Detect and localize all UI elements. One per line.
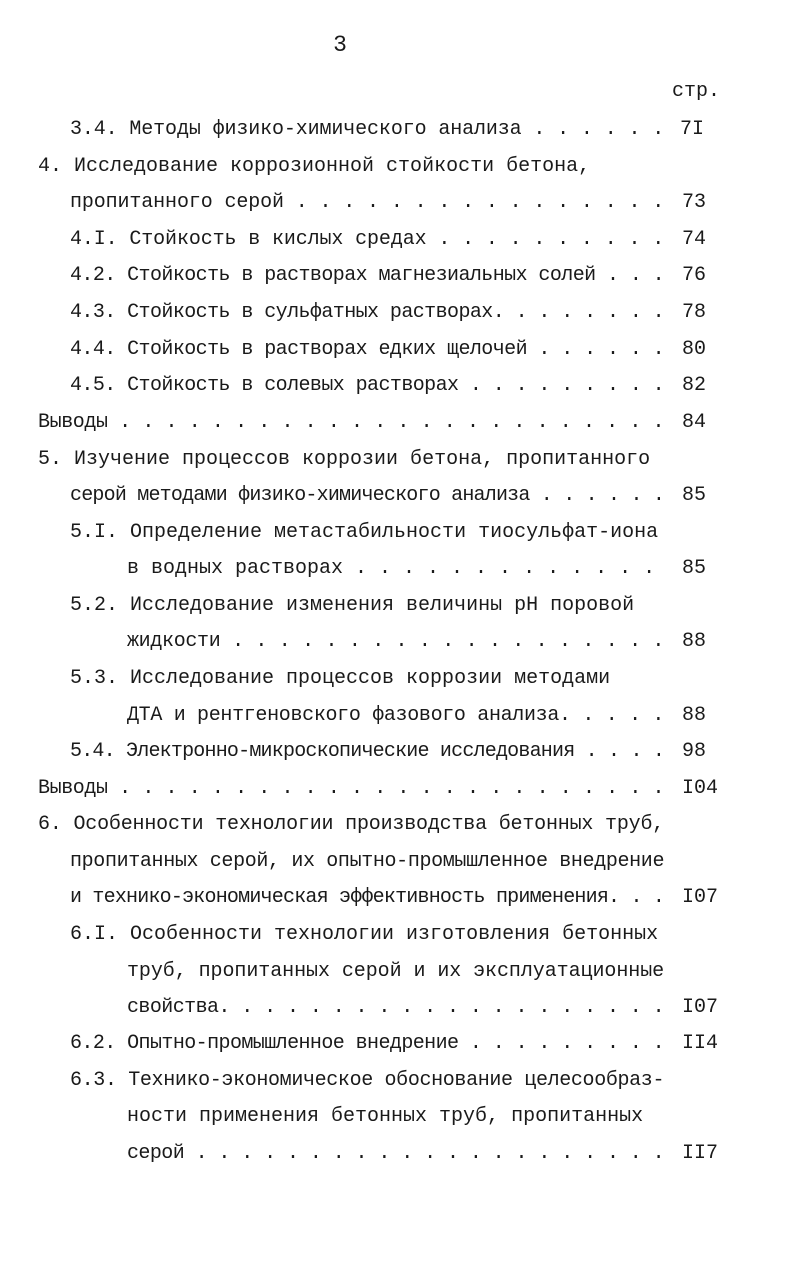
toc-line: 4. Исследование коррозионной стойкости бетона, <box>38 155 591 178</box>
toc-line: серой методами физико-химического анализа . . . . . . <box>70 484 665 507</box>
toc-line: 4.2. Стойкость в растворах магнезиальных солей . . . <box>70 264 665 287</box>
toc-line: 3.4. Методы физико-химического анализа . . . . . . <box>70 118 665 141</box>
toc-line: свойства. . . . . . . . . . . . . . . . . . . . <box>127 996 665 1019</box>
toc-page: 73 <box>682 191 707 214</box>
toc-line: 5.3. Исследование процессов коррозии методами <box>70 667 611 690</box>
toc-page: 88 <box>682 630 707 653</box>
toc-line: серой . . . . . . . . . . . . . . . . . . . . . <box>127 1142 665 1165</box>
toc-line: пропитанного серой . . . . . . . . . . . . . . . . <box>70 191 665 214</box>
toc-line: 6.I. Особенности технологии изготовления бетонных <box>70 923 659 946</box>
toc-page: 74 <box>682 228 707 251</box>
toc-line: 5.4. Электронно-микроскопические исследования . . . . <box>70 740 665 763</box>
toc-line: в водных растворах . . . . . . . . . . . . . <box>127 557 656 580</box>
toc-line: 4.3. Стойкость в сульфатных растворах. . . . . . . . <box>70 301 665 324</box>
toc-page: 78 <box>682 301 707 324</box>
toc-page: 84 <box>682 411 707 434</box>
toc-page: I07 <box>682 886 719 909</box>
toc-page: 76 <box>682 264 707 287</box>
page-number: 3 <box>333 32 347 58</box>
toc-page: 7I <box>680 118 705 141</box>
toc-line: жидкости . . . . . . . . . . . . . . . . . . . <box>127 630 665 653</box>
toc-line: 5.2. Исследование изменения величины pH поровой <box>70 594 635 617</box>
toc-page: 80 <box>682 338 707 361</box>
toc-line: 6.2. Опытно-промышленное внедрение . . . . . . . . . <box>70 1032 665 1055</box>
pages-column-label: стр. <box>672 80 721 103</box>
toc-line: Выводы . . . . . . . . . . . . . . . . . . . . . . . . <box>38 777 665 800</box>
toc-page: II4 <box>682 1032 719 1055</box>
toc-page: 88 <box>682 704 707 727</box>
toc-line: 4.4. Стойкость в растворах едких щелочей . . . . . . <box>70 338 665 361</box>
toc-line: 4.5. Стойкость в солевых растворах . . . . . . . . . <box>70 374 665 397</box>
toc-line: ности применения бетонных труб, пропитанных <box>127 1105 644 1128</box>
toc-line: 5.I. Определение метастабильности тиосульфат-иона <box>70 521 659 544</box>
toc-line: Выводы . . . . . . . . . . . . . . . . . . . . . . . . <box>38 411 665 434</box>
toc-line: ДТА и рентгеновского фазового анализа. . . . . <box>127 704 665 727</box>
toc-line: и технико-экономическая эффективность применения. . . <box>70 886 665 909</box>
toc-line: 5. Изучение процессов коррозии бетона, пропитанного <box>38 448 651 471</box>
toc-line: 6. Особенности технологии производства бетонных труб, <box>38 813 665 836</box>
toc-line: 6.3. Технико-экономическое обоснование целесообраз- <box>70 1069 665 1092</box>
toc-page: 85 <box>682 484 707 507</box>
toc-page: I04 <box>682 777 719 800</box>
toc-line: труб, пропитанных серой и их эксплуатационные <box>127 960 665 983</box>
toc-page: II7 <box>682 1142 719 1165</box>
toc-page: 98 <box>682 740 707 763</box>
toc-line: 4.I. Стойкость в кислых средах . . . . . . . . . . <box>70 228 665 251</box>
toc-page: 85 <box>682 557 707 580</box>
toc-line: пропитанных серой, их опытно-промышленное внедрение <box>70 850 665 873</box>
toc-page: I07 <box>682 996 719 1019</box>
toc-page: 82 <box>682 374 707 397</box>
